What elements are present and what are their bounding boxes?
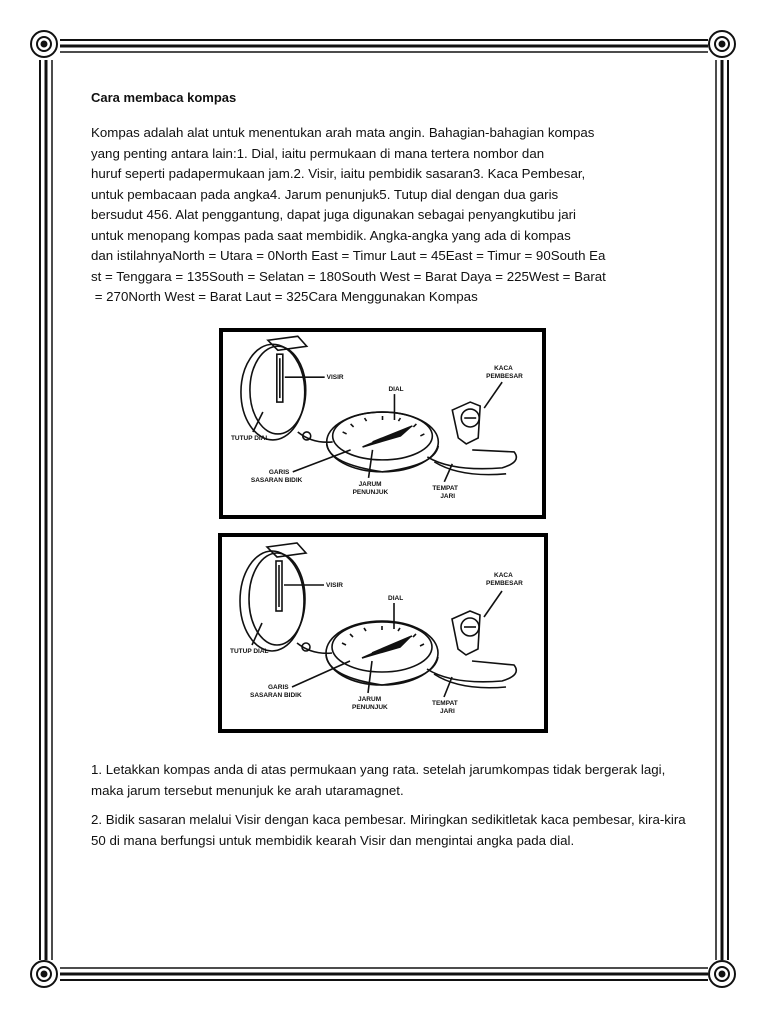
intro-line: huruf seperti padapermukaan jam.2. Visir, iaitu pembidik sasaran3. Kaca Pembesar, [91,166,586,181]
label-jari: JARI [440,492,456,500]
label-sasaran-bidik: SASARAN BIDIK [250,692,302,699]
compass-diagram-2 [218,533,548,733]
compass-illustration [223,332,542,515]
label-pembesar: PEMBESAR [486,580,523,587]
intro-line: Kompas adalah alat untuk menentukan arah mata angin. Bahagian-bahagian kompas [91,125,595,140]
intro-line: st = Tenggara = 135South = Selatan = 180South West = Barat Daya = 225West = Barat [91,268,606,284]
label-tempat: TEMPAT [432,700,458,707]
label-penunjuk: PENUNJUK [352,704,388,711]
label-visir: VISIR [326,582,343,589]
intro-line: dan istilahnyaNorth = Utara = 0North East = Timur Laut = 45East = Timur = 90South Ea [91,248,606,263]
intro-line: untuk menopang kompas pada saat membidik. Angka-angka yang ada di kompas [91,227,571,243]
label-dial: DIAL [388,386,404,394]
step-2-paragraph: 2. Bidik sasaran melalui Visir dengan kaca pembesar. Miringkan sedikitletak kaca pembesar, kira-kira 50 di mana berfungsi untuk membidik kearah Visir dan mengintai angka pada dial. [91,812,686,848]
intro-line: untuk pembacaan pada angka4. Jarum penunjuk5. Tutup dial dengan dua garis [91,186,559,202]
label-jarum: JARUM [358,696,382,703]
compass-illustration [222,537,544,729]
intro-paragraph [91,123,693,308]
label-visir: VISIR [326,374,344,382]
label-tempat: TEMPAT [432,484,458,492]
label-pembesar: PEMBESAR [486,373,523,381]
label-sasaran-bidik: SASARAN BIDIK [250,476,303,484]
label-jarum: JARUM [358,480,382,488]
label-tutup-dial: TUTUP DIAL [230,648,269,655]
page-title: Cara membaca kompas [91,90,237,105]
label-garis: GARIS [268,468,290,476]
step-1-paragraph: 1. Letakkan kompas anda di atas permukaan yang rata. setelah jarumkompas tidak bergerak lagi, maka jarum tersebut menunjuk ke arah utaramagnet. [91,762,666,798]
label-penunjuk: PENUNJUK [352,488,389,496]
intro-line: = 270North West = Barat Laut = 325Cara Menggunakan Kompas [91,289,478,304]
label-jari: JARI [440,708,455,715]
label-garis: GARIS [268,684,289,691]
document-content [91,90,691,308]
label-kaca: KACA [494,572,513,579]
label-tutup-dial: TUTUP DIAL [230,434,270,442]
intro-line: bersudut 456. Alat penggantung, dapat juga digunakan sebagai penyangkutibu jari [91,207,576,222]
compass-diagram-1 [219,328,546,519]
label-dial: DIAL [388,595,404,602]
label-kaca: KACA [494,365,513,373]
intro-line: yang penting antara lain:1. Dial, iaitu permukaan di mana tertera nombor dan [91,145,545,161]
